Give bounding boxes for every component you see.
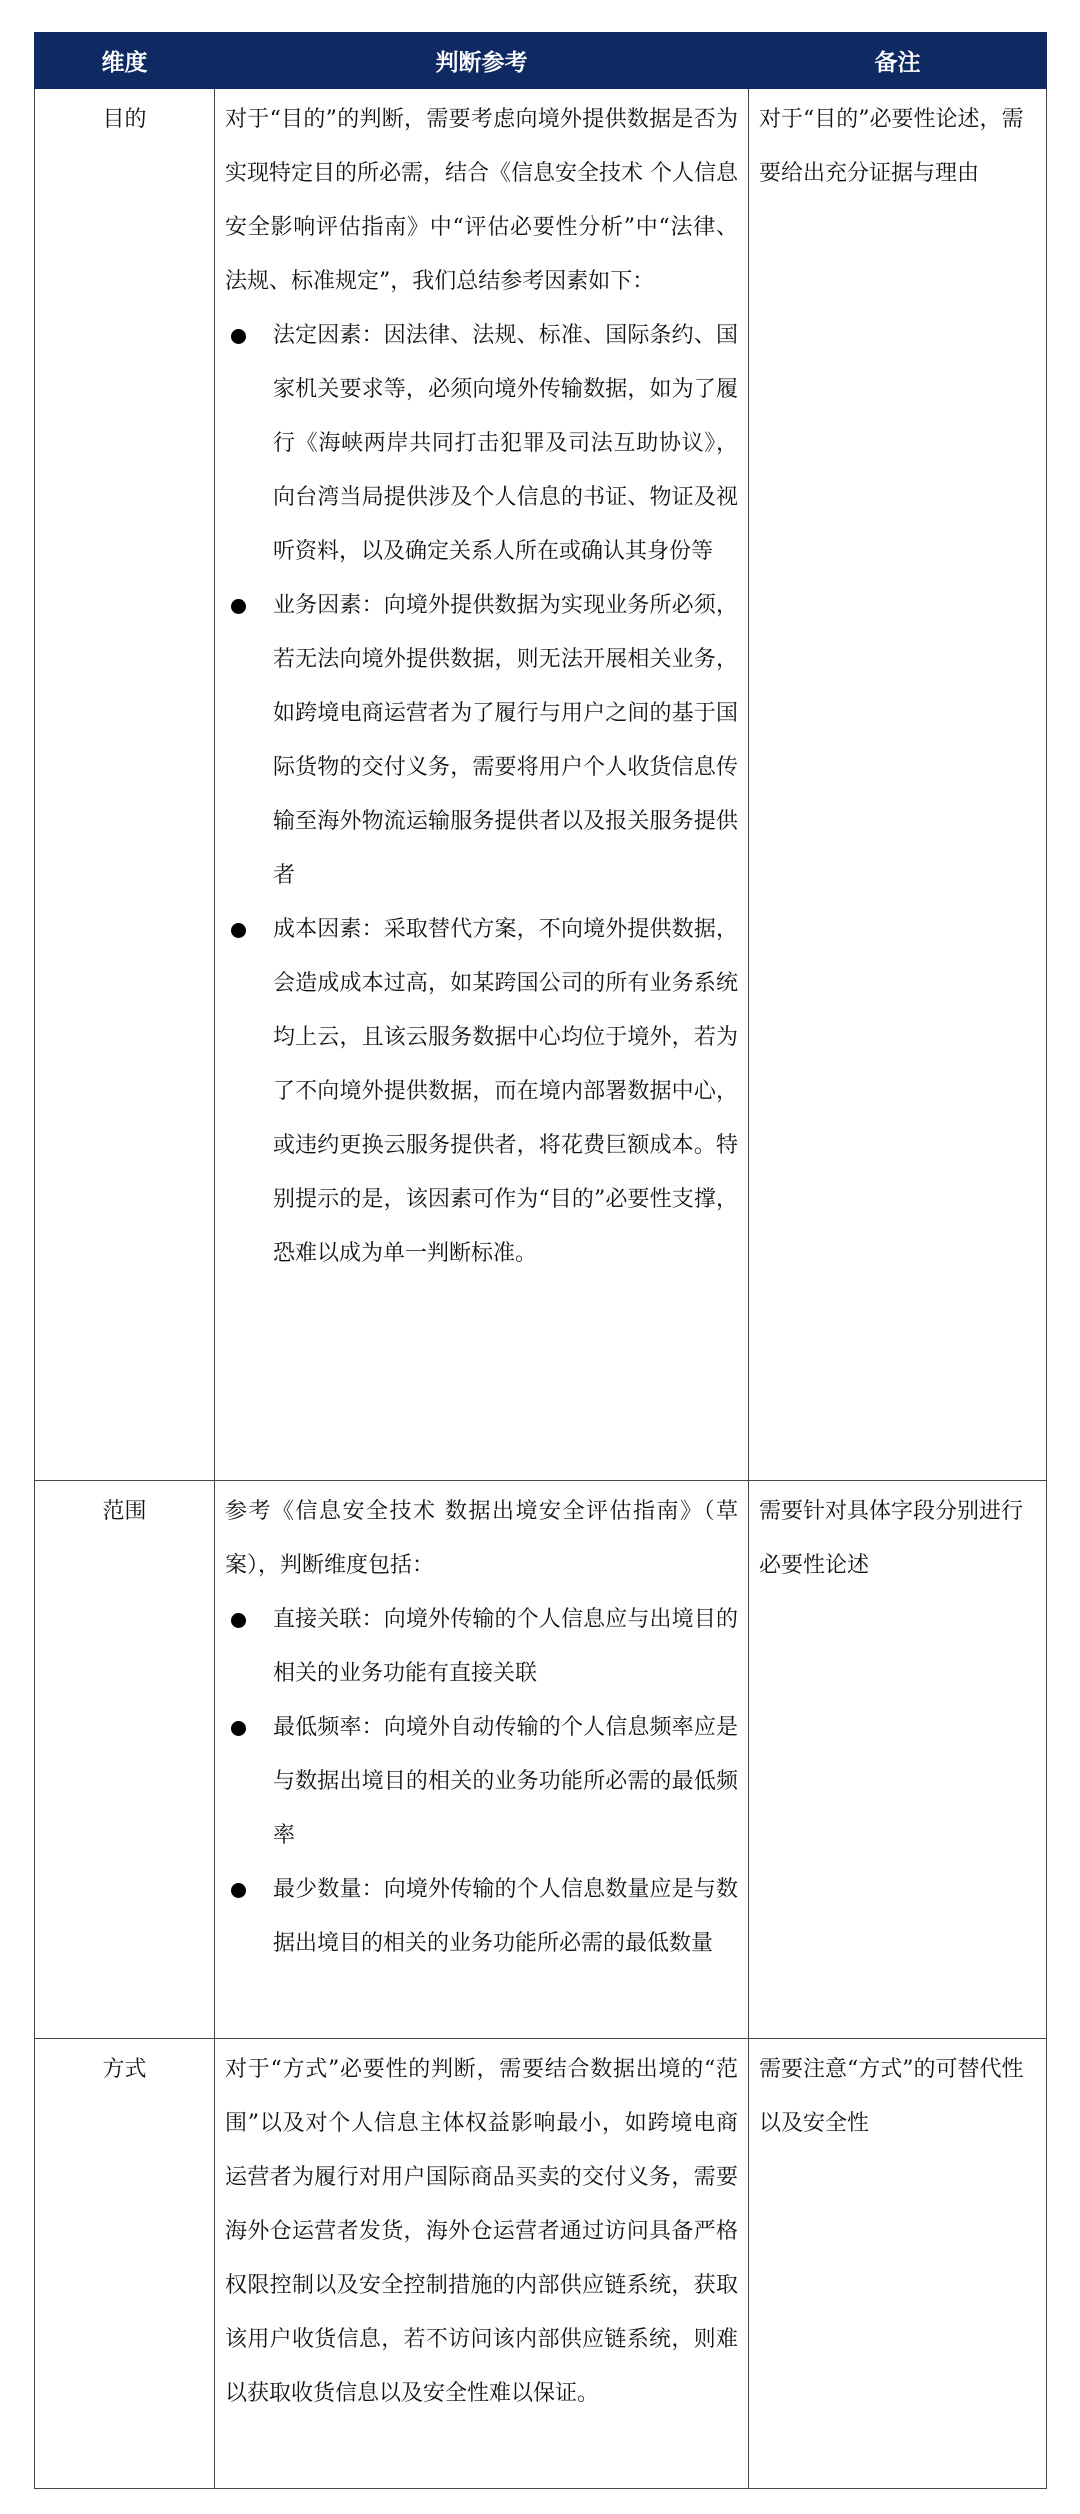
bullet-text: 最低频率：向境外自动传输的个人信息频率应是与数据出境目的相关的业务功能所必需的最低频率	[273, 1715, 738, 1848]
note-cell: 对于“目的”必要性论述，需要给出充分证据与理由	[749, 89, 1047, 1481]
dimension-cell: 范围	[35, 1481, 215, 2039]
bullet-dot-icon	[231, 1613, 246, 1628]
bullet-text: 法定因素：因法律、法规、标准、国际条约、国家机关要求等，必须向境外传输数据，如为了履行《海峡两岸共同打击犯罪及司法互助协议》，向台湾当局提供涉及个人信息的书证、物证及视听资料，以及确定关系人所在或确认其身份等	[273, 323, 738, 564]
bullet-dot-icon	[231, 1883, 246, 1898]
bullet-dot-icon	[231, 599, 246, 614]
reference-cell	[215, 2039, 749, 2489]
table-header	[35, 33, 1047, 89]
list-item	[225, 579, 738, 903]
note-cell: 需要注意“方式”的可替代性以及安全性	[749, 2039, 1047, 2489]
dimension-cell: 目的	[35, 89, 215, 1481]
note-cell: 需要针对具体字段分别进行必要性论述	[749, 1481, 1047, 2039]
table-row-purpose	[35, 89, 1047, 1481]
header-reference: 判断参考	[215, 33, 749, 89]
document-page	[34, 32, 1046, 2489]
bullet-text: 最少数量：向境外传输的个人信息数量应是与数据出境目的相关的业务功能所必需的最低数量	[273, 1877, 738, 1956]
list-item	[225, 309, 738, 579]
dimension-cell: 方式	[35, 2039, 215, 2489]
list-item	[225, 1863, 738, 1971]
table-row-method	[35, 2039, 1047, 2489]
list-item	[225, 1701, 738, 1863]
bullet-dot-icon	[231, 923, 246, 938]
bullet-text: 成本因素：采取替代方案，不向境外提供数据，会造成成本过高，如某跨国公司的所有业务系统均上云，且该云服务数据中心均位于境外，若为了不向境外提供数据，而在境内部署数据中心，或违约更换云服务提供者，将花费巨额成本。特别提示的是，该因素可作为“目的”必要性支撑，恐难以成为单一判断标准。	[273, 917, 738, 1266]
reference-cell	[215, 89, 749, 1481]
necessity-assessment-table	[34, 32, 1047, 2489]
bullet-list	[225, 309, 738, 1281]
list-item	[225, 1593, 738, 1701]
bullet-dot-icon	[231, 329, 246, 344]
bullet-text: 直接关联：向境外传输的个人信息应与出境目的相关的业务功能有直接关联	[273, 1607, 738, 1686]
reference-intro: 对于“目的”的判断，需要考虑向境外提供数据是否为实现特定目的所必需，结合《信息安全技术 个人信息安全影响评估指南》中“评估必要性分析”中“法律、法规、标准规定”，我们总结参考因素如下：	[225, 107, 738, 294]
reference-intro: 参考《信息安全技术 数据出境安全评估指南》（草案），判断维度包括：	[225, 1499, 738, 1578]
reference-intro: 对于“方式”必要性的判断，需要结合数据出境的“范围”以及对个人信息主体权益影响最小，如跨境电商运营者为履行对用户国际商品买卖的交付义务，需要海外仓运营者发货，海外仓运营者通过访问具备严格权限控制以及安全控制措施的内部供应链系统，获取该用户收货信息，若不访问该内部供应链系统，则难以获取收货信息以及安全性难以保证。	[225, 2057, 738, 2406]
bullet-dot-icon	[231, 1721, 246, 1736]
header-note: 备注	[749, 33, 1047, 89]
bullet-list	[225, 1593, 738, 1971]
list-item	[225, 903, 738, 1281]
bullet-text: 业务因素：向境外提供数据为实现业务所必须，若无法向境外提供数据，则无法开展相关业务，如跨境电商运营者为了履行与用户之间的基于国际货物的交付义务，需要将用户个人收货信息传输至海外物流运输服务提供者以及报关服务提供者	[273, 593, 738, 888]
table-row-scope	[35, 1481, 1047, 2039]
header-dimension: 维度	[35, 33, 215, 89]
reference-cell	[215, 1481, 749, 2039]
